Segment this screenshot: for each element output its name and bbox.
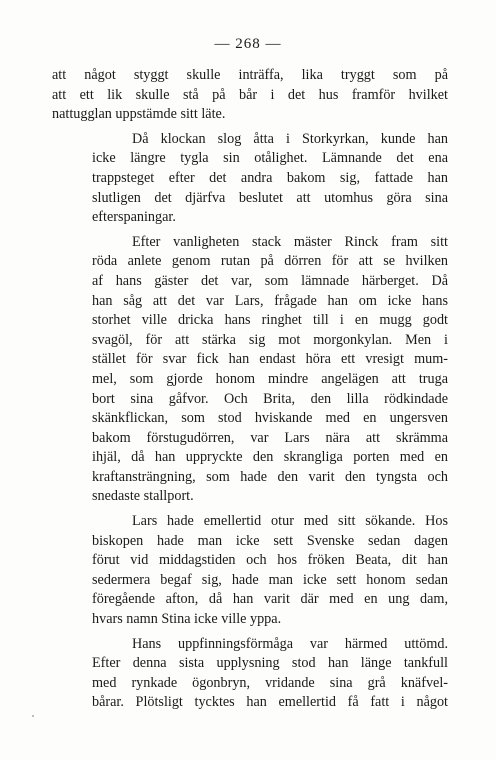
- page-body-text: [52, 66, 448, 713]
- text-line: nattugglan uppstämde sitt läte.: [52, 106, 226, 123]
- text-line: att ett lik skulle stå på bår i det hus framför hvilket: [52, 86, 448, 103]
- text-line: bakom förstugudörren, var Lars nära att skrämma: [92, 429, 448, 446]
- text-line: icke längre tygla sin otålighet. Lämnande det ena: [92, 150, 448, 167]
- text-line: föregående afton, då han varit där med en ung dam,: [92, 591, 448, 608]
- text-line: slutligen det djärfva beslutet att utomhus göra sina: [92, 189, 448, 206]
- text-line: stället för svar fick han endast höra ett vresigt mum-: [92, 351, 448, 368]
- text-line: att något styggt skulle inträffa, lika tryggt som på: [52, 67, 448, 83]
- paragraph: [52, 512, 448, 630]
- text-line: mel, som gjorde honom mindre angelägen att truga: [92, 370, 448, 387]
- text-line: hvars namn Stina icke ville yppa.: [92, 611, 282, 628]
- text-line: snedaste stallport.: [92, 488, 194, 505]
- text-line: Hans uppfinningsförmåga var härmed uttömd.: [132, 635, 448, 652]
- paragraph: [52, 130, 448, 228]
- text-line: ihjäl, då han uppryckte den skrangliga porten med en: [92, 449, 448, 466]
- text-line: Efter denna sista upplysning stod han länge tankfull: [92, 655, 448, 672]
- text-line: sedermera begaf sig, hade man icke sett honom sedan: [92, 571, 448, 588]
- margin-speck: [32, 715, 34, 717]
- page-number: — 268 —: [214, 36, 282, 52]
- text-line: bort sina gåfvor. Och Brita, den lilla rödkindade: [92, 390, 448, 407]
- text-line: bårar. Plötsligt tycktes han emellertid få fatt i något: [92, 694, 448, 711]
- paragraph: [52, 635, 448, 713]
- paragraph: [52, 233, 448, 507]
- text-line: han såg att det var Lars, frågade han om icke hans: [92, 292, 448, 309]
- text-line: röda anlete genom rutan på dörren för att se hvilken: [92, 253, 448, 270]
- text-line: biskopen hade man icke sett Svenske sedan dagen: [92, 532, 448, 549]
- text-line: skänkflickan, som stod hviskande med en ungersven: [92, 410, 448, 427]
- text-line: trappsteget efter det andra bakom sig, fattade han: [92, 169, 448, 186]
- text-line: svagöl, för att stärka sig mot morgonkylan. Men i: [92, 331, 448, 348]
- text-line: förut vid middagstiden och hos fröken Beata, dit han: [92, 552, 448, 569]
- text-line: Lars hade emellertid otur med sitt sökande. Hos: [132, 513, 448, 530]
- text-line: med rynkade ögonbryn, vridande sina grå knäfvel-: [92, 674, 448, 691]
- text-line: kraftansträngning, som hade den varit den tyngsta och: [92, 468, 448, 485]
- text-line: af hans gäster det var, som lämnade härberget. Då: [92, 272, 448, 289]
- text-line: efterspaningar.: [92, 209, 176, 226]
- text-line: Då klockan slog åtta i Storkyrkan, kunde han: [132, 130, 448, 147]
- text-line: storhet ville dricka hans ringhet till i en mugg godt: [92, 312, 448, 329]
- paragraph: [52, 66, 448, 125]
- text-line: Efter vanligheten stack mäster Rinck fram sitt: [132, 233, 448, 250]
